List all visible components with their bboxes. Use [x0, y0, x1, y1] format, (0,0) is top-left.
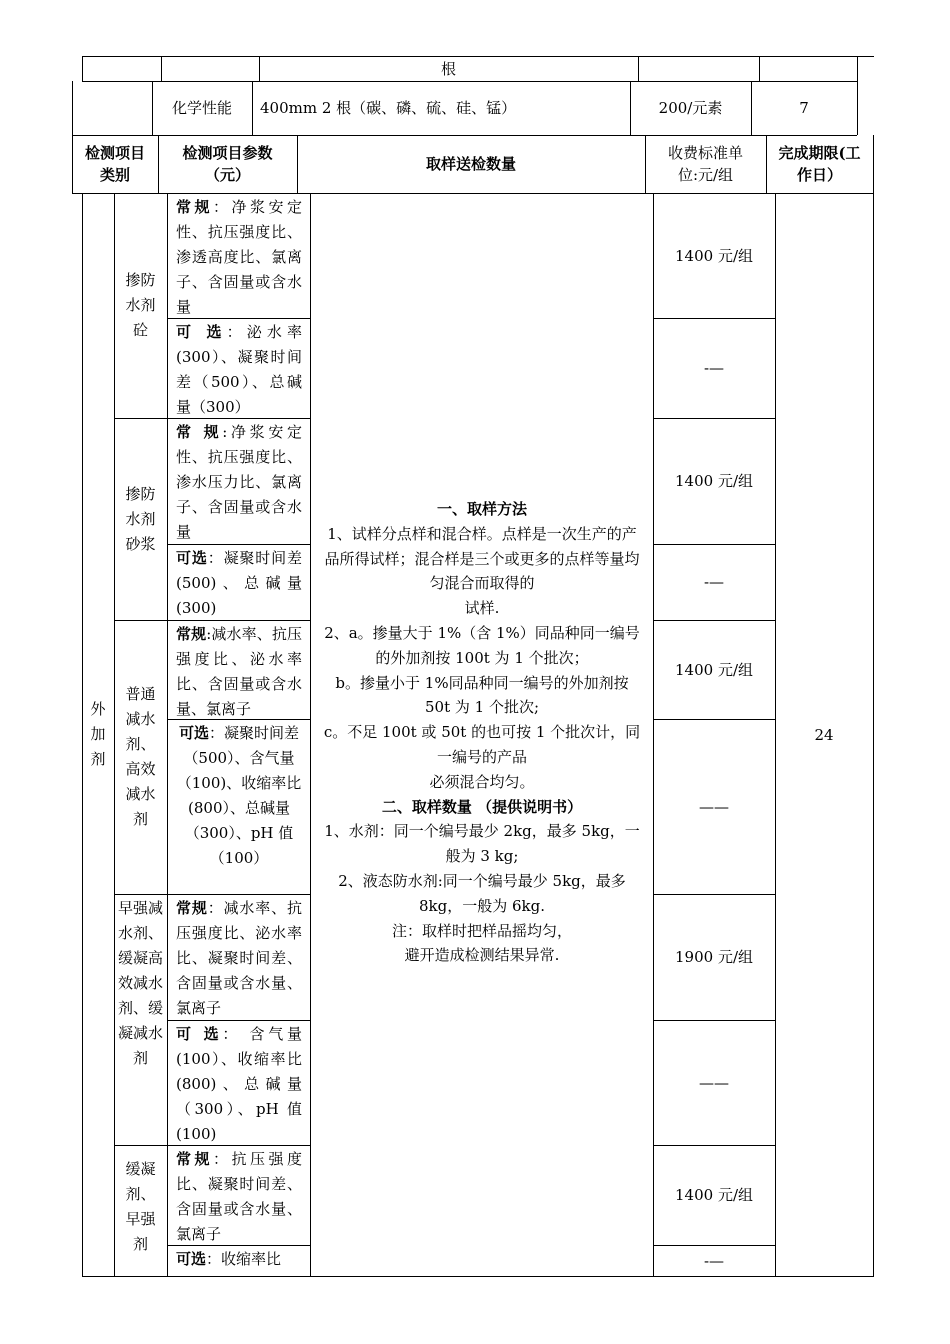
row2-days: 7: [799, 99, 809, 117]
subitem-1-optional: 可 选：泌水率(300）、凝聚时间差（500）、总碱量（300）: [176, 323, 302, 416]
row2-sample: 400mm 2 根（碳、磷、硫、硅、锰）: [260, 99, 517, 117]
fee-5-optional: -—: [703, 1251, 725, 1270]
row2-item: 化学性能: [171, 99, 232, 117]
sampling-line: 必须混合均匀。: [429, 772, 535, 791]
subitem-name-1: 掺防水剂砼: [125, 271, 156, 339]
fee-5-regular: 1400 元/组: [675, 1186, 753, 1204]
subitem-4-regular: 常规：减水率、抗压强度比、泌水率比、凝聚时间差、含固量或含水量、氯离子: [176, 899, 302, 1017]
sampling-line: b。掺量小于 1%同品种同一编号的外加剂按 50t 为 1 个批次;: [335, 673, 629, 717]
fee-3-regular: 1400 元/组: [675, 660, 753, 679]
sampling-method: [316, 497, 648, 968]
sampling-line: 2、液态防水剂:同一个编号最少 5kg，最多 8kg，一般为 6kg.: [338, 871, 626, 915]
sampling-heading-2: 二、取样数量 （提供说明书）: [381, 797, 583, 816]
fee-2-regular: 1400 元/组: [675, 472, 753, 490]
sampling-note: 注：取样时把样品摇均匀，: [391, 921, 572, 940]
fee-1-optional: -—: [703, 359, 725, 377]
sampling-heading-1: 一、取样方法: [436, 500, 527, 518]
subitem-1-regular: 常规：净浆安定性、抗压强度比、渗透高度比、氯离子、含固量或含水量: [176, 198, 302, 316]
deadline-value: 24: [814, 725, 834, 744]
header-fee: 收费标准单位:元/组: [667, 144, 743, 184]
sampling-line: 试样.: [464, 599, 500, 618]
subitem-2-optional: 可选：凝聚时间差(500)、总碱量(300): [176, 549, 302, 617]
row1-text: 根: [440, 59, 456, 78]
subitem-name-3: 普通减水剂、高效减水剂: [125, 685, 156, 828]
fee-3-optional: ——: [699, 797, 729, 816]
header-params: 检测项目参数（元）: [182, 144, 273, 184]
subitem-5-optional: 可选：收缩率比: [176, 1250, 282, 1268]
subitem-5-regular: 常规：抗压强度比、凝聚时间差、含固量或含水量、氯离子: [176, 1150, 302, 1243]
subitem-3-optional: 可选：凝聚时间差（500）、含气量（100)、收缩率比(800）、总碱量（300）、pH 值（100）: [176, 724, 302, 867]
sampling-line: c。不足 100t 或 50t 的也可按 1 个批次计，同一编号的产品: [323, 723, 641, 766]
category-cell: [82, 193, 114, 1276]
subitem-name-4: 早强减水剂、缓凝高效减水剂、缓凝减水剂: [117, 899, 163, 1067]
fee-4-regular: 1900 元/组: [675, 948, 753, 966]
header-category: 检测项目类别: [84, 144, 145, 184]
subitem-3-regular: 常规:减水率、抗压强度比、泌水率比、含固量或含水量、氯离子: [176, 625, 302, 718]
fee-4-optional: ——: [699, 1073, 729, 1092]
subitem-4-optional: 可 选： 含气量(100）、收缩率比(800)、总碱量（300）、pH 值(100): [176, 1025, 302, 1143]
header-deadline: 完成期限(工作日）: [778, 144, 861, 184]
header-sampling: 取样送检数量: [425, 155, 516, 173]
category-text: 外加剂: [90, 700, 106, 768]
subitem-name-2: 掺防水剂砂浆: [125, 484, 156, 553]
fee-1-regular: 1400 元/组: [675, 246, 753, 265]
sampling-note: 避开造成检测结果异常.: [404, 946, 560, 965]
sampling-line: 2、a。掺量大于 1%（含 1%）同品种同一编号的外加剂按 100t 为 1 个批次；: [324, 623, 640, 667]
fee-2-optional: -—: [703, 573, 725, 591]
sampling-line: 1、试样分点样和混合样。点样是一次生产的产品所得试样；混合样是三个或更多的点样等量均匀混合而取得的: [324, 524, 640, 593]
row2-fee: 200/元素: [658, 99, 723, 117]
subitem-2-regular: 常 规:净浆安定性、抗压强度比、渗水压力比、氯离子、含固量或含水量: [176, 423, 302, 541]
sampling-line: 1、水剂：同一个编号最少 2kg，最多 5kg，一般为 3 kg;: [324, 822, 640, 866]
subitem-name-5: 缓凝剂、早强剂: [125, 1160, 156, 1253]
